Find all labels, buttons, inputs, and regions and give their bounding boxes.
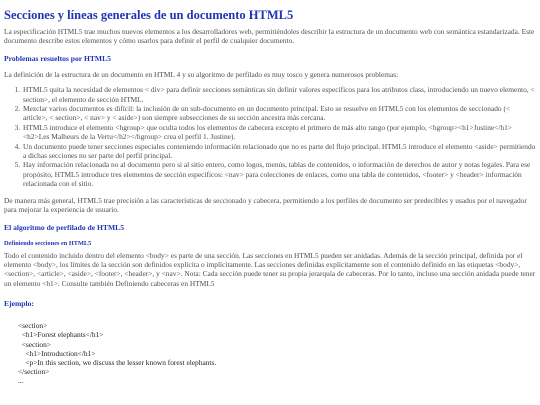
section-heading-algorithm: El algoritmo de perfilado de HTML5 — [4, 222, 125, 232]
algorithm-body-paragraph: Todo el contenido incluido dentro del elemento <body> es parte de una sección. Las secciones en HTML5 pueden ser anidadas. Además de la sección principal, definida por el elemento <body>, los límites de la sección son definidos explícita o implícitamente. Las secciones definidas explícitamente son el contenido definido en las etiquetas <body>, <section>, <article>, <aside>, <footer>, <header>, y <nav>. Nota: Cada sección puede tener su propia jerarquía de cabeceras. Por lo tanto, incluso una sección anidada puede tener un elemento <h1>. Consulte también Definiendo cabeceras en HTML5 — [4, 250, 536, 288]
list-item: 5. Hay información relacionada no al documento pero si al sitio entero, como logos, menús, tablas de contenidos, o información de derechos de autor y notas legales. Para ese propósito, HTML5 introduce tres elementos de sección específicos: <nav> para colecciones de enlaces, como una tabla de contenidos, <footer> y <header> información relacionada con el sitio. — [22, 160, 536, 188]
code-example: <section> <h1>Forest elephants</h1> <section> <h1>Introduction</h1> <p>In this section, we discuss the lesser known forest elephants. </section> ... — [18, 321, 217, 386]
page-title: Secciones y líneas generales de un documento HTML5 — [4, 8, 294, 22]
list-item: 3. HTML5 introduce el elemento <hgroup> que oculta todos los elementos de cabecera excepto el primero de más alto rango (por ejemplo, <hgroup><h1>Justine</h1><h2>Les Malheurs de la Vertu</h2></hgroup> crea el perfil 1. Justine). — [22, 123, 536, 142]
list-item: 2. Mezclar varios documentos es difícil: la inclusión de un sub-documento en un documento principal. Esto se resuelve en HTML5 con los elementos de seccionado (< article>, < section>, < nav> y < aside>) son siempre subsecciones de su sección ancestra más cercana. — [22, 104, 536, 123]
section-heading-example: Ejemplo: — [4, 299, 34, 309]
problems-list — [4, 85, 536, 188]
problems-closing-paragraph: De manera más general, HTML5 trae precisión a las características de seccionado y cabecera, permitiendo a los perfiles de documento ser predecibles y usados por el navegador para mejorar la experiencia de usuario. — [4, 195, 527, 215]
list-item: 1. HTML5 quita la necesidad de elementos < div> para definir secciones semánticas sin definir valores específicos para los atributos class, introduciendo un nuevo elemento, < section>, el elemento de sección HTML. — [22, 85, 536, 104]
intro-paragraph: La especificación HTML5 trae muchos nuevos elementos a los desarrolladores web, permitiéndoles describir la estructura de un documento web con semántica estandarizada. Este documento describe estos elementos y cómo usarlos para definir el perfil de cualquier documento. — [4, 27, 535, 46]
section-heading-problems: Problemas resueltos por HTML5 — [4, 53, 111, 63]
problems-lead-paragraph: La definición de la estructura de un documento en HTML 4 y su algoritmo de perfilado es muy tosco y genera numerosos problemas: — [4, 69, 399, 79]
list-item: 4. Un documento puede tener secciones especiales conteniendo información relacionado que no es parte del flujo principal. HTML5 introduce el elemento <aside> permitiendo a dichas secciones no ser parte del perfil principal. — [22, 142, 536, 161]
subsection-heading-defining-sections: Definiendo secciones en HTML5 — [4, 239, 92, 247]
